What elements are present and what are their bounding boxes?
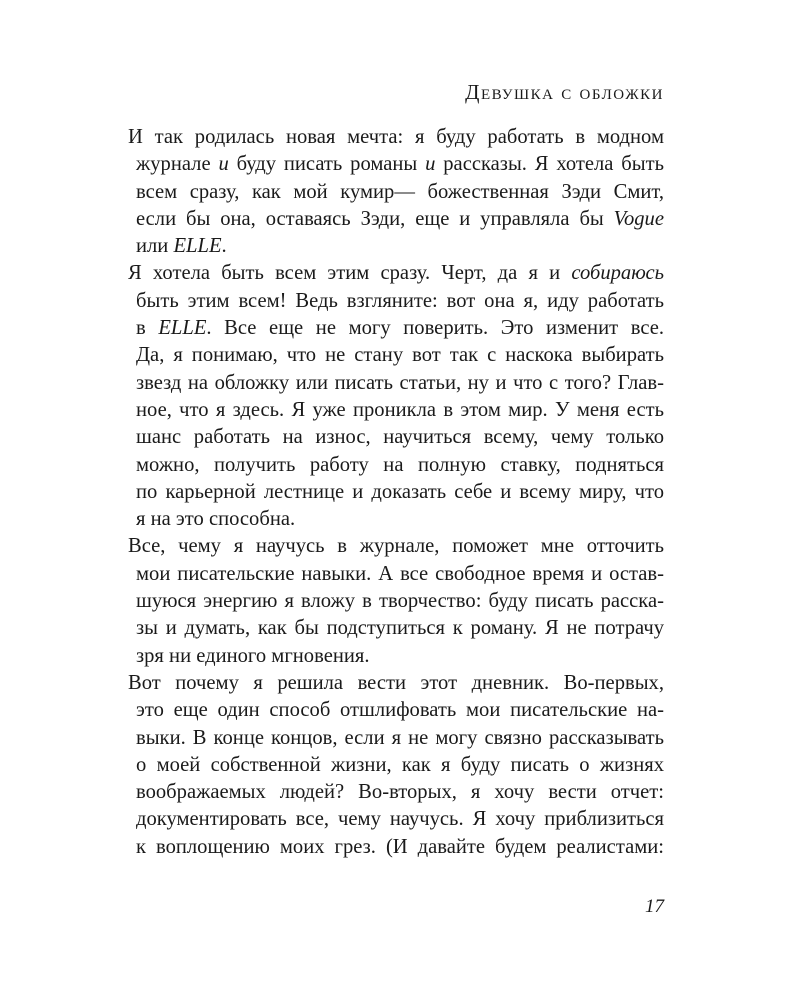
text-run: Да, я понимаю, что не стану вот так с наскока выбирать bbox=[136, 344, 664, 367]
text-run: к воплощению моих грез. (И давайте будем реалистами: bbox=[136, 835, 664, 858]
text-run: рассказы. Я хотела быть bbox=[435, 153, 664, 176]
text-run: мои писательские навыки. А все свободное время и остав- bbox=[136, 562, 664, 585]
text-run: шуюся энергию я вложу в творчество: буду писать расска- bbox=[136, 590, 664, 613]
text-line bbox=[136, 725, 664, 752]
text-run: выки. В конце концов, если я не могу связно рассказывать bbox=[136, 726, 664, 749]
text-line bbox=[136, 397, 664, 424]
text-run: документировать все, чему научусь. Я хочу приблизиться bbox=[136, 808, 664, 831]
text-run: в bbox=[136, 317, 159, 340]
italic-text: Vogue bbox=[613, 207, 664, 230]
text-run: всем сразу, как мой кумир— божественная Зэди Смит, bbox=[136, 180, 664, 203]
text-run: журнале bbox=[136, 153, 219, 176]
italic-text: ELLE bbox=[173, 235, 222, 258]
paragraph bbox=[128, 260, 664, 533]
text-run: или bbox=[136, 235, 174, 258]
text-line bbox=[136, 834, 664, 861]
text-line bbox=[136, 479, 664, 506]
running-head: Девушка с обложки bbox=[465, 80, 664, 104]
page-number: 17 bbox=[645, 896, 664, 917]
text-line bbox=[136, 151, 664, 178]
text-run: Вот почему я решила вести этот дневник. Во-первых, bbox=[128, 671, 664, 694]
text-line bbox=[136, 179, 664, 206]
text-line bbox=[136, 561, 664, 588]
paragraph bbox=[128, 124, 664, 260]
text-run: я на это способна. bbox=[136, 508, 296, 531]
text-run: буду писать романы bbox=[228, 153, 426, 176]
text-line bbox=[136, 233, 664, 260]
text-run: если бы она, оставаясь Зэди, еще и управляла бы bbox=[136, 207, 614, 230]
text-line bbox=[136, 206, 664, 233]
text-run: И так родилась новая мечта: я буду работать в модном bbox=[128, 126, 664, 148]
text-run: . Все еще не могу поверить. Это изменит все. bbox=[206, 317, 664, 340]
text-line bbox=[128, 670, 664, 697]
italic-text: и bbox=[425, 153, 436, 176]
text-line bbox=[136, 752, 664, 779]
body-text bbox=[128, 124, 664, 861]
italic-text: собираюсь bbox=[571, 262, 664, 285]
text-line bbox=[128, 124, 664, 151]
italic-text: ELLE bbox=[158, 317, 207, 340]
text-line bbox=[136, 697, 664, 724]
text-run: быть этим всем! Ведь взгляните: вот она я, иду работать bbox=[136, 289, 664, 312]
text-line bbox=[136, 588, 664, 615]
text-run: зря ни единого мгновения. bbox=[136, 644, 370, 667]
text-line bbox=[136, 452, 664, 479]
text-line bbox=[128, 260, 664, 287]
paragraph bbox=[128, 533, 664, 669]
text-line bbox=[136, 370, 664, 397]
text-run: по карьерной лестнице и доказать себе и всему миру, что bbox=[136, 480, 664, 503]
text-line bbox=[136, 342, 664, 369]
text-line bbox=[136, 288, 664, 315]
text-run: звезд на обложку или писать статьи, ну и что с того? Глав- bbox=[136, 371, 664, 394]
text-run: можно, получить работу на полную ставку, подняться bbox=[136, 453, 664, 476]
text-run: о моей собственной жизни, как я буду писать о жизнях bbox=[136, 753, 664, 776]
text-run: шанс работать на износ, научиться всему, чему только bbox=[136, 426, 664, 449]
text-line bbox=[136, 779, 664, 806]
text-line bbox=[136, 643, 664, 670]
text-line bbox=[128, 533, 664, 560]
text-line bbox=[136, 806, 664, 833]
text-run: Я хотела быть всем этим сразу. Черт, да я и bbox=[128, 262, 572, 285]
text-run: . bbox=[221, 235, 227, 258]
text-run: Все, чему я научусь в журнале, поможет мне отточить bbox=[128, 535, 664, 558]
text-line bbox=[136, 315, 664, 342]
text-run: это еще один способ отшлифовать мои писательские на- bbox=[136, 699, 664, 722]
text-run: ное, что я здесь. Я уже проникла в этом мир. У меня есть bbox=[136, 398, 664, 421]
italic-text: и bbox=[218, 153, 229, 176]
text-run: зы и думать, как бы подступиться к роману. Я не потрачу bbox=[136, 617, 664, 640]
paragraph bbox=[128, 670, 664, 861]
text-line bbox=[136, 615, 664, 642]
text-line bbox=[136, 424, 664, 451]
text-run: воображаемых людей? Во-вторых, я хочу вести отчет: bbox=[136, 781, 664, 804]
text-line bbox=[136, 506, 664, 533]
